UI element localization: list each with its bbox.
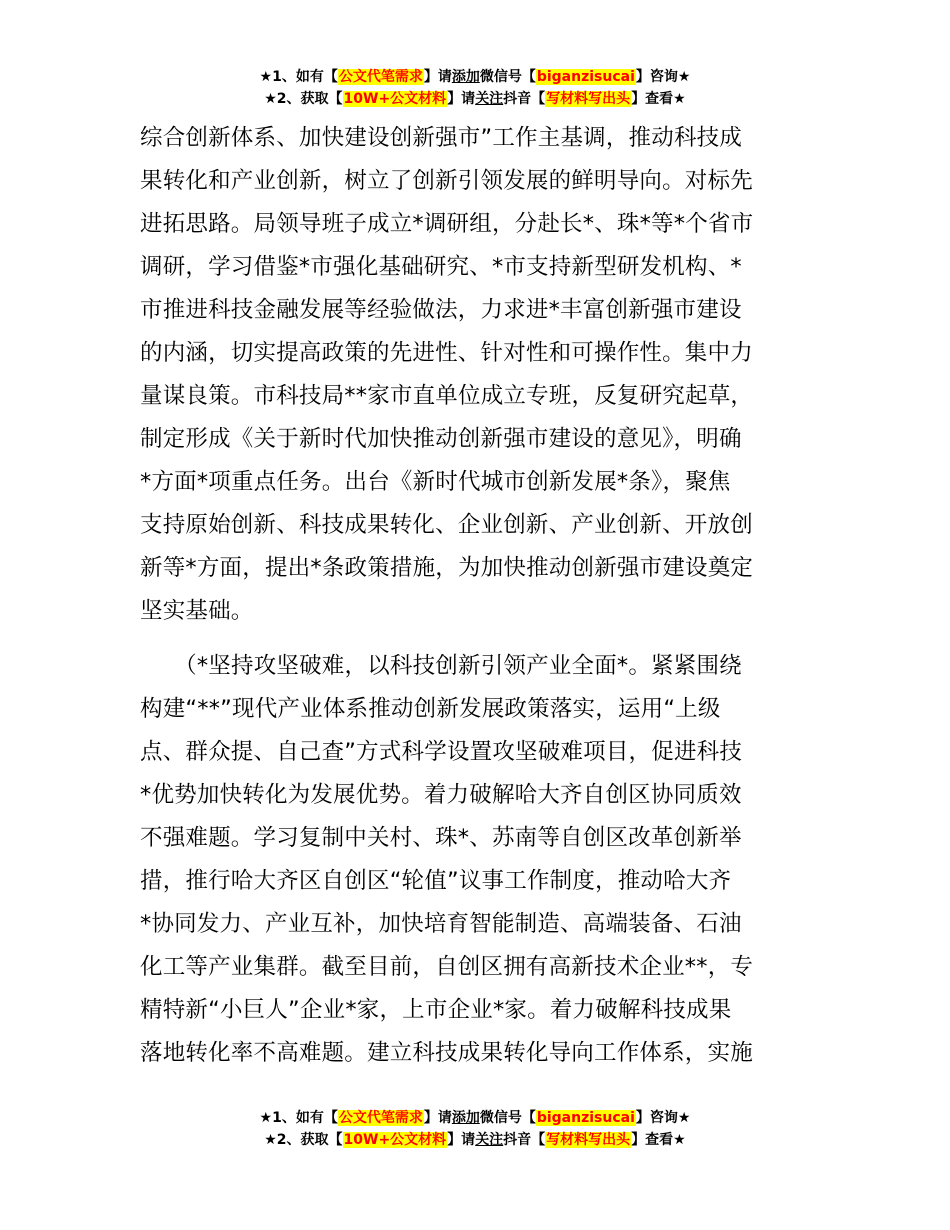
banner-underlined-text: 关注 — [475, 91, 504, 107]
text-line: *方面*项重点任务。出台《新时代城市创新发展*条》，聚焦 — [140, 469, 731, 495]
banner-text: 】咨询★ — [635, 69, 691, 85]
text-line: （*坚持攻坚破难，以科技创新引领产业全面*。紧紧围绕 — [140, 653, 742, 679]
text-line: *优势加快转化为发展优势。着力破解哈大齐自创区协同质效 — [140, 782, 742, 808]
banner-text: ★2、获取【 — [264, 1132, 343, 1148]
text-line: 综合创新体系、加快建设创新强市”工作主基调，推动科技成 — [140, 125, 743, 151]
paragraph-2 — [140, 645, 812, 1075]
text-line: 量谋良策。市科技局**家市直单位成立专班，反复研究起草， — [140, 383, 754, 409]
banner-text: 】请 — [423, 69, 452, 85]
banner-highlight: 公文代笔需求 — [338, 69, 423, 85]
text-line: 市推进科技金融发展等经验做法，力求进*丰富创新强市建设 — [140, 297, 742, 323]
text-line: 化工等产业集群。截至目前，自创区拥有高新技术企业**，专 — [140, 954, 754, 980]
banner-text: ★1、如有【 — [259, 69, 338, 85]
banner-highlight: 10W+公文材料 — [343, 1132, 447, 1148]
footer-banner — [0, 1107, 950, 1151]
banner-highlight: 10W+公文材料 — [343, 91, 447, 107]
banner-text: 】查看★ — [631, 91, 686, 107]
banner-text: 抖音【 — [503, 91, 546, 107]
banner-text: 】查看★ — [631, 1132, 686, 1148]
text-line: 进拓思路。局领导班子成立*调研组，分赴长*、珠*等*个省市 — [140, 211, 754, 237]
text-line: 新等*方面，提出*条政策措施，为加快推动创新强市建设奠定 — [140, 555, 754, 581]
header-banner — [0, 66, 950, 110]
banner-text: 】请 — [447, 1132, 476, 1148]
document-body — [140, 117, 812, 1075]
banner-text: 】请 — [447, 91, 476, 107]
text-line: 支持原始创新、科技成果转化、企业创新、产业创新、开放创 — [140, 512, 753, 538]
text-line: 果转化和产业创新，树立了创新引领发展的鲜明导向。对标先 — [140, 168, 753, 194]
text-line: 调研，学习借鉴*市强化基础研究、*市支持新型研发机构、* — [140, 254, 742, 280]
text-line: 的内涵，切实提高政策的先进性、针对性和可操作性。集中力 — [140, 340, 753, 366]
banner-line-2 — [0, 88, 950, 110]
banner-line-2 — [0, 1129, 950, 1151]
banner-highlight: biganzisucai — [536, 69, 635, 85]
banner-highlight: biganzisucai — [536, 1110, 635, 1126]
text-line: 构建“**”现代产业体系推动创新发展政策落实，运用“上级 — [140, 696, 721, 722]
banner-text: 】咨询★ — [635, 1110, 691, 1126]
text-line: *协同发力、产业互补，加快培育智能制造、高端装备、石油 — [140, 911, 742, 937]
banner-underlined-text: 关注 — [475, 1132, 504, 1148]
banner-highlight: 公文代笔需求 — [338, 1110, 423, 1126]
banner-underlined-text: 添加 — [451, 1110, 480, 1126]
text-line: 坚实基础。 — [140, 598, 254, 624]
banner-text: 微信号【 — [479, 1110, 536, 1126]
banner-text: ★1、如有【 — [259, 1110, 338, 1126]
text-line: 精特新“小巨人”企业*家，上市企业*家。着力破解科技成果 — [140, 997, 732, 1023]
banner-highlight: 写材料写出头 — [546, 91, 631, 107]
banner-underlined-text: 添加 — [451, 69, 480, 85]
banner-line-1 — [0, 1107, 950, 1129]
text-line: 点、群众提、自己查”方式科学设置攻坚破难项目，促进科技 — [140, 739, 743, 765]
banner-text: ★2、获取【 — [264, 91, 343, 107]
banner-line-1 — [0, 66, 950, 88]
banner-text: 】请 — [423, 1110, 452, 1126]
text-line: 制定形成《关于新时代加快推动创新强市建设的意见》，明确 — [140, 426, 742, 452]
text-line: 落地转化率不高难题。建立科技成果转化导向工作体系，实施 — [140, 1040, 753, 1066]
banner-highlight: 写材料写出头 — [546, 1132, 631, 1148]
banner-text: 抖音【 — [503, 1132, 546, 1148]
text-line: 措，推行哈大齐区自创区“轮值”议事工作制度，推动哈大齐 — [140, 868, 732, 894]
banner-text: 微信号【 — [479, 69, 536, 85]
paragraph-spacer — [140, 633, 812, 645]
text-line: 不强难题。学习复制中关村、珠*、苏南等自创区改革创新举 — [140, 825, 742, 851]
paragraph-1 — [140, 117, 812, 633]
